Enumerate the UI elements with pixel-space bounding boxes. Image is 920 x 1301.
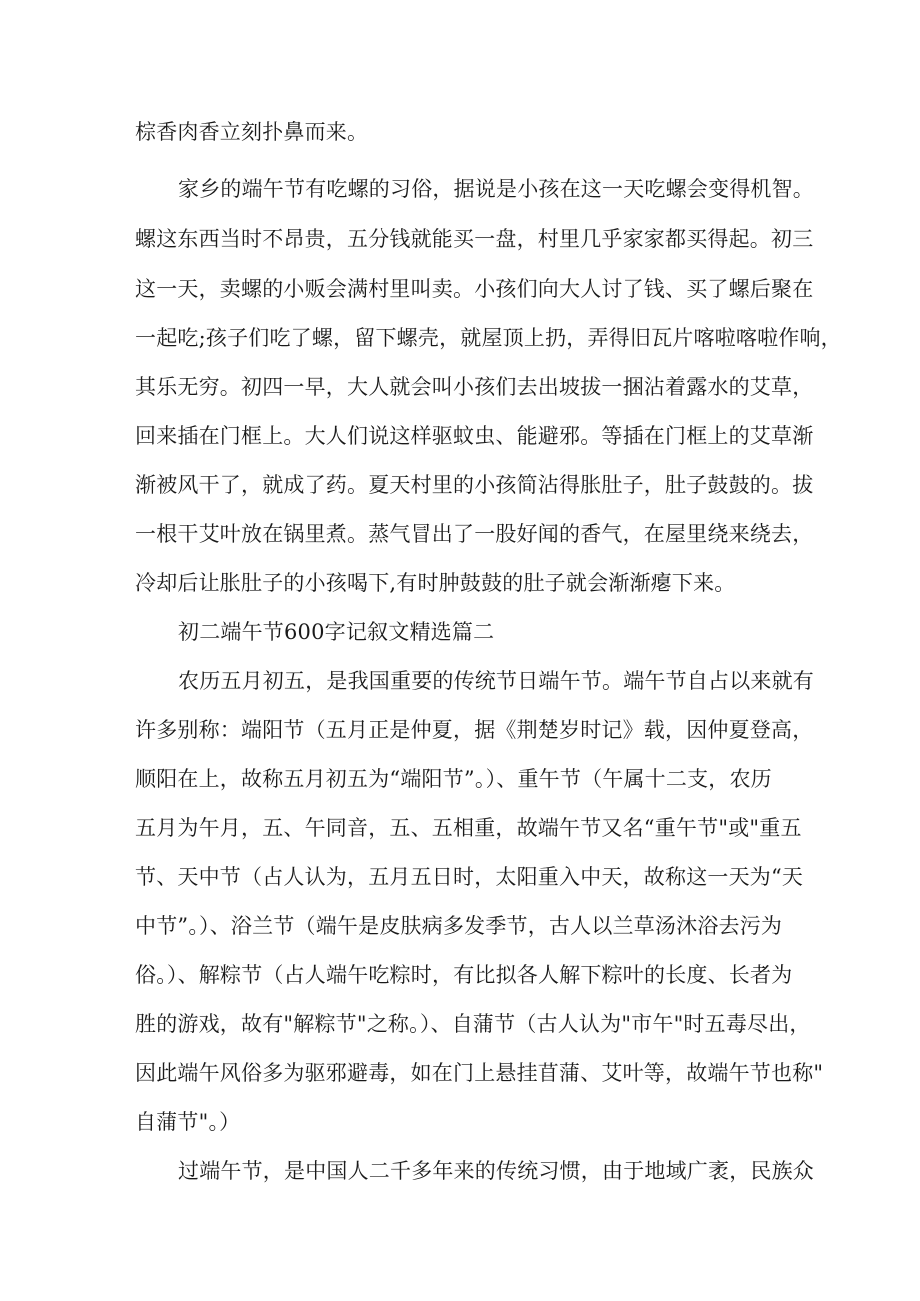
text-line: 过端午节，是中国人二千多年来的传统习惯，由于地域广袤，民族众 — [178, 1159, 814, 1183]
text-line: 一根干艾叶放在锅里煮。蒸气冒出了一股好闻的香气，在屋里绕来绕去， — [135, 522, 814, 546]
text-line: 家乡的端午节有吃螺的习俗，据说是小孩在这一天吃螺会变得机智。 — [178, 177, 814, 201]
text-line: 回来插在门框上。大人们说这样驱蚊虫、能避邪。等插在门框上的艾草渐 — [135, 424, 814, 448]
text-line: 一起吃;孩子们吃了螺，留下螺壳，就屋顶上扔，弄得旧瓦片喀啦喀啦作响， — [135, 326, 842, 350]
text-line: 这一天，卖螺的小贩会满村里叫卖。小孩们向大人讨了钱、买了螺后聚在 — [135, 277, 814, 301]
text-line: 俗。）、解粽节（占人端午吃粽时，有比拟各人解下粽叶的长度、长者为 — [135, 963, 793, 987]
text-line: 胜的游戏，故有"解粽节"之称。）、自蒲节（古人认为"市午"时五毒尽出， — [135, 1012, 811, 1036]
text-line: 许多别称：端阳节（五月正是仲夏，据《荆楚岁时记》载，因仲夏登高， — [135, 718, 814, 742]
text-line: 节、天中节（占人认为，五月五日时，太阳重入中天，故称这一天为“天 — [135, 865, 804, 889]
text-line: 中节”。）、浴兰节（端午是皮肤病多发季节，古人以兰草汤沐浴去污为 — [135, 914, 783, 938]
section-heading: 初二端午节600字记叙文精选篇二 — [178, 620, 495, 644]
text-line: 冷却后让胀肚子的小孩喝下,有时肿鼓鼓的肚子就会渐渐瘪下来。 — [135, 571, 736, 595]
text-line: 其乐无穷。初四一早，大人就会叫小孩们去出坡拔一捆沾着露水的艾草， — [135, 375, 814, 399]
text-line: 因此端午风俗多为驱邪避毒，如在门上悬挂苜蒲、艾叶等，故端午节也称" — [135, 1061, 824, 1085]
text-line: 农历五月初五，是我国重要的传统节日端午节。端午节自占以来就有 — [178, 669, 814, 693]
text-line: 螺这东西当时不昂贵，五分钱就能买一盘，村里几乎家家都买得起。初三 — [135, 227, 814, 251]
text-line: 渐被风干了，就成了药。夏天村里的小孩简沾得胀肚子，肚子鼓鼓的。拔 — [135, 473, 814, 497]
text-line: 自蒲节"。） — [135, 1110, 241, 1134]
text-line: 五月为午月，五、午同音，五、五相重，故端午节又名“重午节"或"重五 — [135, 816, 802, 840]
text-line: 顺阳在上，故称五月初五为“端阳节”。）、重午节（午属十二支，农历 — [135, 767, 772, 791]
text-line: 棕香肉香立刻扑鼻而来。 — [135, 120, 369, 144]
